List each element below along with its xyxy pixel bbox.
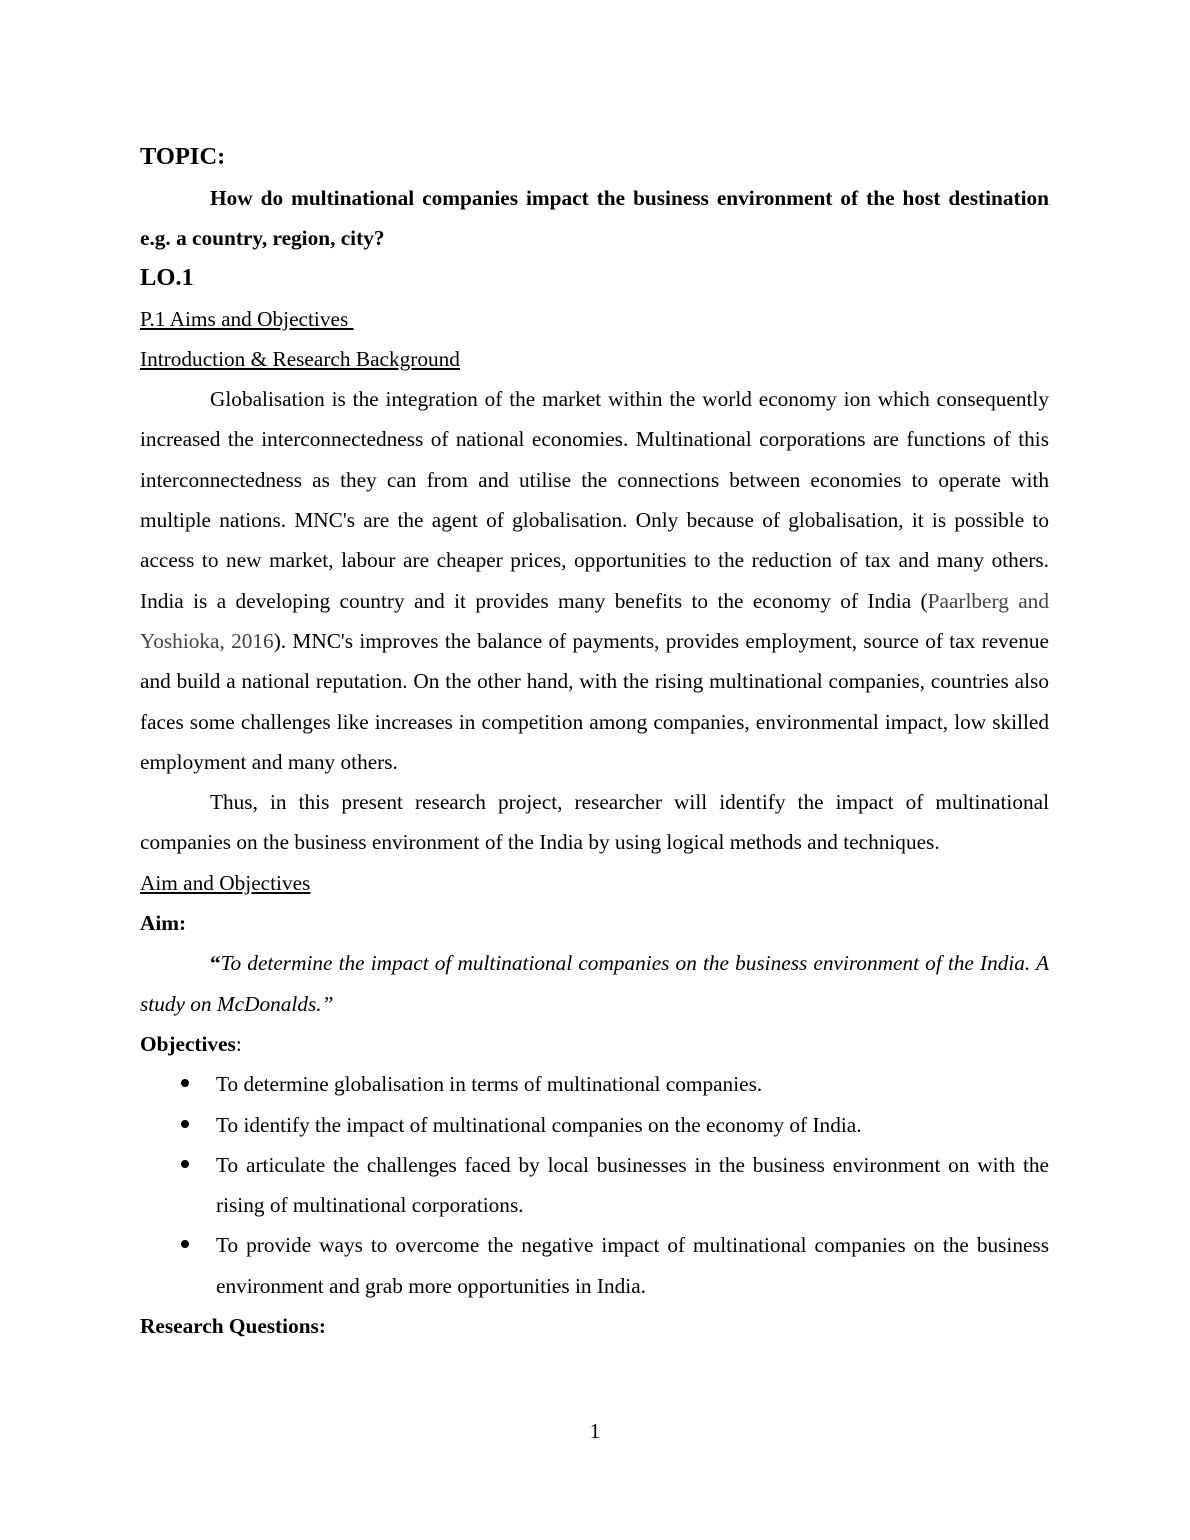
topic-question: How do multinational companies impact the business environment of the host destination e.g. a country, region, city? xyxy=(140,186,1049,251)
intro-text-after: ). MNC's improves the balance of payments, provides employment, source of tax revenue and build a national reputation. On the other hand, with the rising multinational companies, countries also faces some challenges like increases in competition among companies, environmental impact, low skilled employment and many others. xyxy=(140,628,1049,774)
list-item: To articulate the challenges faced by local businesses in the business environment on with the rising of multinational corporations. xyxy=(140,1145,1049,1226)
list-item: To provide ways to overcome the negative impact of multinational companies on the business environment and grab more opportunities in India. xyxy=(140,1225,1049,1306)
objectives-colon: : xyxy=(235,1031,242,1056)
intro-text-before: Globalisation is the integration of the market within the world economy ion which consequently increased the interconnectedness of national economies. Multinational corporations are functions of this interconnectedness as they can from and utilise the connections between economies to operate with multiple nations. MNC's are the agent of globalisation. Only because of globalisation, it is possible to access to new market, labour are cheaper prices, opportunities to the reduction of tax and many others. India is a developing country and it provides many benefits to the economy of India ( xyxy=(140,387,1049,613)
aim-label: Aim: xyxy=(140,911,187,936)
aim-objectives-heading: Aim and Objectives xyxy=(140,870,311,895)
bullet-icon xyxy=(181,1160,189,1168)
citation: Paarlberg and Yoshioka, 2016 xyxy=(140,588,1049,653)
lo-heading: LO.1 xyxy=(140,263,194,291)
objectives-label-line xyxy=(140,1024,1049,1064)
aim-statement xyxy=(140,943,1049,1024)
intro-heading: Introduction & Research Background xyxy=(140,346,460,371)
objectives-list xyxy=(140,1064,1049,1306)
bullet-icon xyxy=(181,1120,189,1128)
intro-paragraph xyxy=(140,379,1049,782)
p1-heading: P.1 Aims and Objectives xyxy=(140,306,354,331)
thus-paragraph: Thus, in this present research project, researcher will identify the impact of multinational companies on the business environment of the India by using logical methods and techniques. xyxy=(140,790,1049,855)
bullet-icon xyxy=(181,1240,189,1248)
objectives-label: Objectives xyxy=(140,1031,236,1056)
document-page xyxy=(140,138,1049,1346)
list-item: To determine globalisation in terms of multinational companies. xyxy=(140,1064,1049,1104)
research-questions-label: Research Questions: xyxy=(140,1314,326,1339)
aim-text: To determine the impact of multinational companies on the business environment of the India. A study on McDonalds.” xyxy=(140,951,1049,1016)
bullet-icon xyxy=(181,1079,189,1087)
aim-open-quote: “ xyxy=(210,951,221,976)
list-item: To identify the impact of multinational companies on the economy of India. xyxy=(140,1105,1049,1145)
topic-heading: TOPIC: xyxy=(140,143,226,170)
page-number: 1 xyxy=(589,1419,601,1443)
